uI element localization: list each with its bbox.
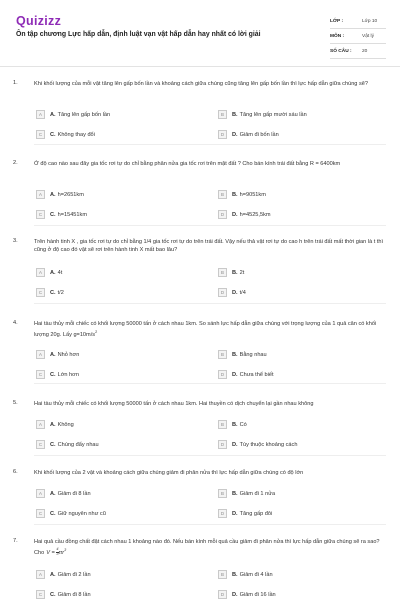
option-letter-box: C [36, 130, 45, 139]
question-text [34, 469, 386, 477]
option-prefix: D. [232, 131, 238, 138]
meta-label: MÔN : [330, 33, 345, 39]
option-prefix: B. [232, 490, 238, 497]
option-letter-box: A [36, 268, 45, 277]
answer-option-b[interactable] [218, 268, 244, 277]
option-text: Bằng nhau [239, 351, 267, 358]
question-text-body: Ở độ cao nào sau đây gia tốc rơi tự do chỉ bằng phân nửa gia tốc rơi trên mặt đất ? Cho bán kính trái đất bằng R = 6400km [34, 161, 341, 167]
option-text: Giảm đi 2 lần [57, 571, 91, 578]
option-letter-box: B [218, 110, 227, 119]
question-number: 5. [13, 400, 18, 406]
answer-option-d[interactable] [218, 590, 276, 599]
question-text-body: Khi khối lượng của mỗi vật tăng lên gấp bốn lần và khoảng cách giữa chúng cũng tăng lên gấp bốn lần thì lực hấp dẫn giữa chúng sẽ? [34, 81, 368, 87]
question-text-body: Hai tàu thủy mỗi chiếc có khối lượng 50000 tấn ở cách nhau 1km. Hai thuyền có dịch chuyển lại gần nhau không [34, 401, 314, 407]
option-prefix: D. [232, 441, 238, 448]
option-prefix: D. [232, 211, 238, 218]
answer-option-a[interactable] [36, 268, 62, 277]
option-prefix: A. [50, 191, 56, 198]
question-divider [34, 303, 386, 304]
option-prefix: B. [232, 111, 238, 118]
formula-prefix: V = [46, 550, 57, 557]
option-prefix: C. [50, 591, 56, 598]
option-prefix: A. [50, 421, 56, 428]
option-prefix: C. [50, 289, 56, 296]
option-prefix: A. [50, 490, 56, 497]
question-number: 2. [13, 160, 18, 166]
option-letter-box: A [36, 110, 45, 119]
meta-label: LỚP : [330, 18, 344, 24]
question-text [34, 538, 386, 558]
option-letter-box: A [36, 420, 45, 429]
option-text: Lớn hơn [57, 371, 79, 378]
option-prefix: A. [50, 571, 56, 578]
question-text [34, 80, 386, 88]
option-text: Không thay đổi [57, 131, 95, 138]
meta-row-subject [330, 29, 386, 44]
option-letter-box: B [218, 190, 227, 199]
option-letter-box: A [36, 190, 45, 199]
option-letter-box: C [36, 370, 45, 379]
option-text: Có [239, 421, 247, 428]
option-text: Giữ nguyên như cũ [57, 510, 106, 517]
question-divider [34, 455, 386, 456]
answer-option-b[interactable] [218, 190, 266, 199]
option-letter-box: B [218, 570, 227, 579]
answer-option-a[interactable] [36, 190, 84, 199]
option-text: Tăng gấp đôi [239, 510, 273, 517]
answer-option-d[interactable] [218, 440, 297, 449]
option-prefix: D. [232, 289, 238, 296]
answer-option-d[interactable] [218, 509, 272, 518]
option-letter-box: C [36, 590, 45, 599]
option-text: Chưa thể biết [239, 371, 274, 378]
option-letter-box: A [36, 350, 45, 359]
option-letter-box: B [218, 268, 227, 277]
option-text: t/4 [239, 289, 246, 296]
option-prefix: B. [232, 269, 238, 276]
option-text: h=2651km [57, 191, 84, 198]
answer-option-a[interactable] [36, 350, 79, 359]
option-text: Giảm đi 8 lần [57, 591, 91, 598]
answer-option-d[interactable] [218, 370, 274, 379]
option-prefix: A. [50, 351, 56, 358]
option-text: Không [57, 421, 74, 428]
meta-row-class [330, 14, 386, 29]
option-letter-box: D [218, 288, 227, 297]
option-prefix: B. [232, 351, 238, 358]
question-text [34, 400, 386, 408]
answer-option-c[interactable] [36, 288, 64, 297]
answer-option-c[interactable] [36, 210, 87, 219]
option-letter-box: D [218, 210, 227, 219]
formula-suffix: πr [58, 550, 65, 557]
option-text: 2t [239, 269, 245, 276]
question-number: 4. [13, 320, 18, 326]
option-text: Chúng đẩy nhau [57, 441, 99, 448]
option-prefix: D. [232, 510, 238, 517]
header-divider [0, 66, 400, 67]
option-prefix: A. [50, 111, 56, 118]
question-text-body: Trên hành tinh X , gia tốc rơi tự do chỉ bằng 1/4 gia tốc rơi tự do trên trái đất. Vậy nếu thả vật rơi tự do cao h trên trái đất mất thời gian là t thì cũng ở độ cao đó vật sẽ rơi trên hành tinh X mất bao lâu? [34, 239, 384, 254]
answer-option-d[interactable] [218, 288, 246, 297]
answer-option-d[interactable] [218, 130, 279, 139]
option-letter-box: D [218, 509, 227, 518]
question-text-body: Hai quả cầu đồng chất đặt cách nhau 1 khoảng nào đó. Nếu bán kính mỗi quả cầu giảm đi phân nửa thì lực hấp dẫn giữa chúng sẽ ra sao? Cho [34, 539, 380, 557]
meta-value: Vật lý [362, 33, 374, 39]
quizizz-logo: Quizizz [16, 14, 62, 28]
option-text: Nhỏ hơn [57, 351, 80, 358]
option-prefix: B. [232, 191, 238, 198]
option-prefix: D. [232, 591, 238, 598]
option-prefix: C. [50, 371, 56, 378]
option-text: h=4525,5km [239, 211, 271, 218]
question-divider [34, 383, 386, 384]
option-text: Tăng lên gấp bốn lần [57, 111, 111, 118]
question-text-body: Hai tàu thủy mỗi chiếc có khối lượng 50000 tấn ở cách nhau 1km. So sánh lực hấp dẫn giữa chúng với trọng lượng của 1 quả cân có khối lượng 20g. Lấy g=10m/s [34, 321, 377, 339]
question-text [34, 238, 386, 255]
question-superscript: 2 [95, 330, 98, 335]
answer-option-a[interactable] [36, 489, 91, 498]
option-letter-box: C [36, 288, 45, 297]
worksheet-header [0, 0, 400, 64]
option-letter-box: A [36, 489, 45, 498]
option-text: 4t [57, 269, 63, 276]
answer-option-b[interactable] [218, 420, 247, 429]
answer-option-b[interactable] [218, 350, 267, 359]
volume-formula [46, 547, 67, 557]
option-prefix: C. [50, 131, 56, 138]
fraction-denominator: 3 [56, 552, 59, 557]
question-divider [34, 144, 386, 145]
option-letter-box: D [218, 130, 227, 139]
answer-option-c[interactable] [36, 509, 106, 518]
option-text: Tăng lên gấp mười sáu lần [239, 111, 307, 118]
question-text [34, 160, 386, 168]
option-letter-box: C [36, 440, 45, 449]
question-divider [34, 524, 386, 525]
worksheet-title: Ôn tập chương Lực hấp dẫn, định luật vạn vật hấp dẫn hay nhất có lời giải [16, 31, 261, 38]
option-letter-box: D [218, 590, 227, 599]
worksheet-meta [330, 14, 386, 59]
answer-option-c[interactable] [36, 130, 95, 139]
option-letter-box: B [218, 350, 227, 359]
answer-option-a[interactable] [36, 570, 91, 579]
option-text: h=15451km [57, 211, 87, 218]
option-letter-box: B [218, 420, 227, 429]
option-letter-box: A [36, 570, 45, 579]
option-prefix: C. [50, 211, 56, 218]
question-text [34, 320, 386, 340]
answer-option-b[interactable] [218, 570, 273, 579]
fraction-numerator: 4 [56, 547, 59, 552]
answer-option-c[interactable] [36, 370, 79, 379]
meta-row-count [330, 44, 386, 59]
option-text: Giảm đi 4 lần [239, 571, 273, 578]
option-text: Giảm đi 8 lần [57, 490, 91, 497]
option-text: Giảm đi 1 nửa [239, 490, 276, 497]
answer-option-c[interactable] [36, 590, 91, 599]
option-letter-box: D [218, 440, 227, 449]
answer-option-b[interactable] [218, 110, 307, 119]
option-prefix: B. [232, 421, 238, 428]
answer-option-a[interactable] [36, 110, 110, 119]
answer-option-d[interactable] [218, 210, 271, 219]
question-number: 7. [13, 538, 18, 544]
option-letter-box: D [218, 370, 227, 379]
option-text: Giảm đi 16 lần [239, 591, 276, 598]
option-text: h=9051km [239, 191, 266, 198]
option-letter-box: C [36, 210, 45, 219]
option-prefix: C. [50, 510, 56, 517]
question-number: 3. [13, 238, 18, 244]
option-text: t/2 [57, 289, 64, 296]
answer-option-b[interactable] [218, 489, 275, 498]
meta-value: Lớp 10 [362, 18, 378, 24]
option-prefix: C. [50, 441, 56, 448]
question-text-body: Khi khối lượng của 2 vật và khoảng cách giữa chúng giảm đi phân nửa thì lực hấp dẫn giữa chúng có độ lớn [34, 470, 304, 476]
option-prefix: B. [232, 571, 238, 578]
meta-value: 20 [362, 48, 368, 54]
answer-option-a[interactable] [36, 420, 74, 429]
option-letter-box: B [218, 489, 227, 498]
option-prefix: A. [50, 269, 56, 276]
formula-superscript: 3 [64, 548, 67, 553]
option-text: Giảm đi bốn lần [239, 131, 279, 138]
question-number: 6. [13, 469, 18, 475]
option-prefix: D. [232, 371, 238, 378]
question-number: 1. [13, 80, 18, 86]
meta-label: SỐ CÂU : [330, 48, 352, 54]
option-text: Tùy thuộc khoảng cách [239, 441, 298, 448]
answer-option-c[interactable] [36, 440, 99, 449]
option-letter-box: C [36, 509, 45, 518]
question-divider [34, 225, 386, 226]
